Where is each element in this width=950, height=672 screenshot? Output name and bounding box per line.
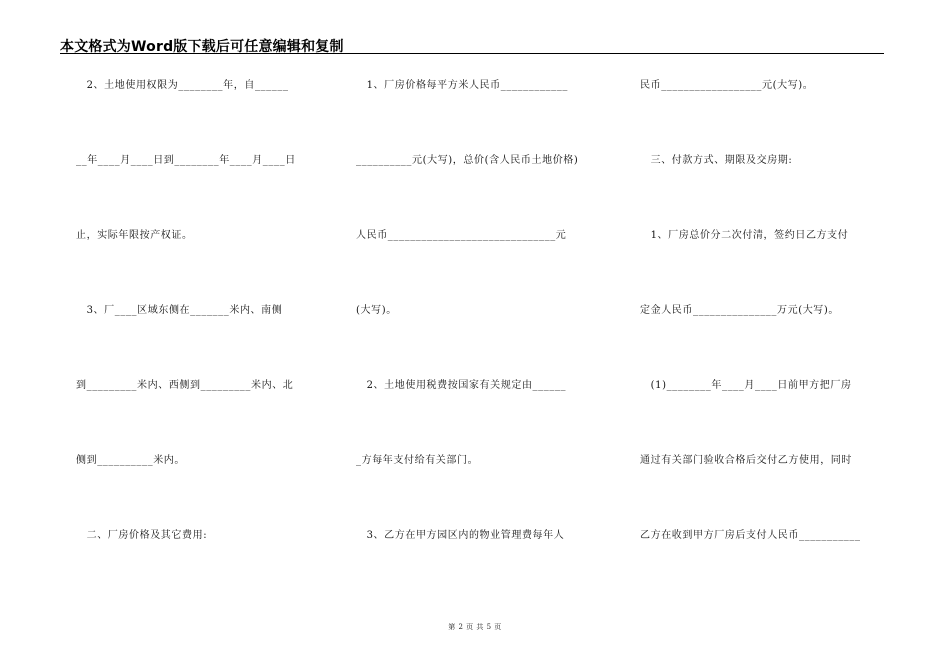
text-line: _方每年支付给有关部门。 (356, 455, 479, 466)
text-line: 民币__________________元(大写)。 (640, 80, 814, 91)
text-line: 3、乙方在甲方园区内的物业管理费每年人 (356, 530, 565, 541)
text-line: 到_________米内、西侧到_________米内、北 (76, 380, 294, 391)
text-line: __年____月____日到________年____月____日 (76, 155, 296, 166)
text-line: 乙方在收到甲方厂房后支付人民币___________ (640, 530, 861, 541)
text-line: 三、付款方式、期限及交房期: (640, 155, 793, 166)
text-line: __________元(大写)，总价(含人民币土地价格) (356, 155, 579, 166)
text-line: 1、厂房价格每平方米人民币____________ (356, 80, 568, 91)
text-line: 通过有关部门验收合格后交付乙方使用，同时 (640, 455, 852, 466)
text-line: 二、厂房价格及其它费用: (76, 530, 208, 541)
page-number: 第 2 页 共 5 页 (448, 623, 502, 631)
text-line: 定金人民币_______________万元(大写)。 (640, 305, 840, 316)
text-line: 2、土地使用税费按国家有关规定由______ (356, 380, 567, 391)
text-line: 3、厂____区域东侧在_______米内、南侧 (76, 305, 283, 316)
text-line: (大写)。 (356, 305, 397, 316)
document-header: 本文格式为Word版下载后可任意编辑和复制 (60, 39, 344, 55)
text-line: (1)________年____月____日前甲方把厂房 (640, 380, 852, 391)
text-line: 止，实际年限按产权证。 (76, 230, 193, 241)
text-line: 1、厂房总价分二次付清，签约日乙方支付 (640, 230, 849, 241)
text-line: 人民币______________________________元 (356, 230, 567, 241)
text-line: 2、土地使用权限为________年，自______ (76, 80, 289, 91)
header-divider (60, 53, 884, 54)
text-line: 侧到__________米内。 (76, 455, 185, 466)
